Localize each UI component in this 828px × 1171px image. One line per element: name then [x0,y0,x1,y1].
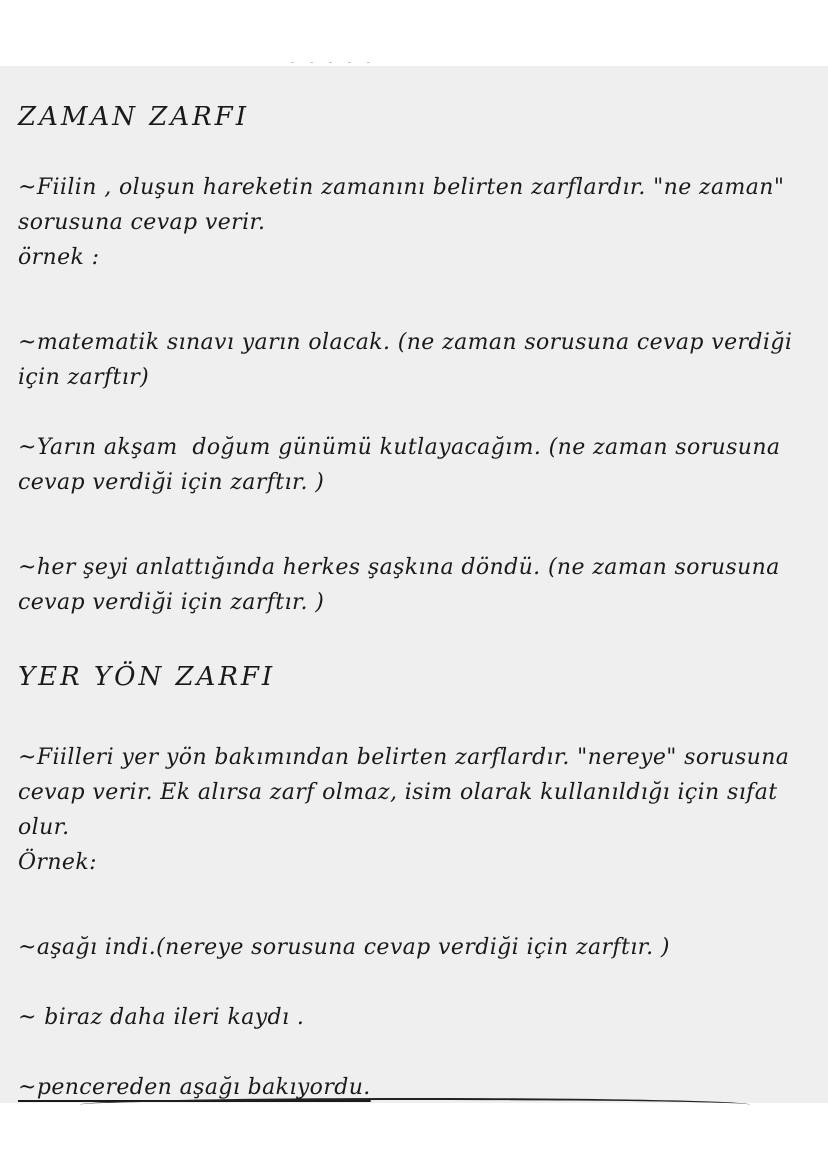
example-item: ~matematik sınavı yarın olacak. (ne zaman sorusuna cevap verdiği için zarftır) [18,330,800,390]
section-heading-zaman-zarfi: ZAMAN ZARFI [18,102,249,132]
page-bottom-edge [80,1098,750,1106]
example-item: ~aşağı indi.(nereye sorusuna cevap verdiği için zarftır. ) [18,935,670,960]
section-definition-zaman: ~Fiilin , oluşun hareketin zamanını belirten zarflardır. "ne zaman" sorusuna cevap verir. örnek : [18,175,785,270]
note-page [0,62,828,1103]
example-item-text: ~pencereden aşağı bakıyordu. [18,1075,371,1100]
section-definition-yer-yon: ~Fiilleri yer yön bakımından belirten zarflardır. "nereye" sorusuna cevap verir. Ek alırsa zarf olmaz, isim olarak kullanıldığı için sıfat olur. Örnek: [18,745,790,875]
section-heading-yer-yon-zarfi: YER YÖN ZARFI [18,662,276,692]
torn-edge-marks: ˘˘˘˘˘ [290,62,385,69]
example-item: ~ biraz daha ileri kaydı . [18,1005,305,1030]
example-item: ~her şeyi anlattığında herkes şaşkına döndü. (ne zaman sorusuna cevap verdiği için zarftır. ) [18,555,788,615]
example-item: ~Yarın akşam doğum günümü kutlayacağım. (ne zaman sorusuna cevap verdiği için zarftır. ) [18,435,788,495]
